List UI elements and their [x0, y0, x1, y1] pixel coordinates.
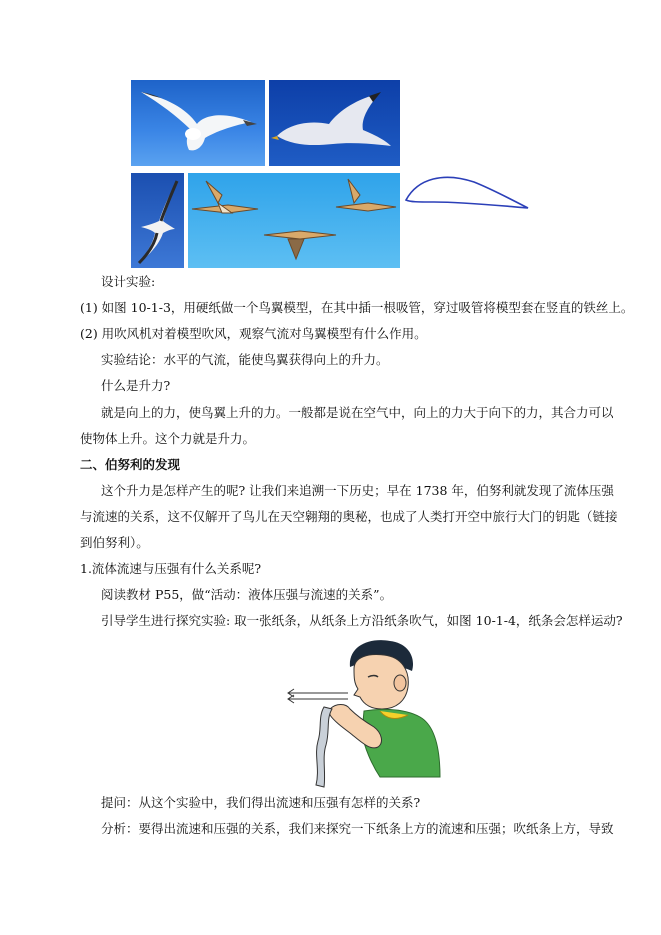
guide-experiment: 引导学生进行探究实验: 取一张纸条，从纸条上方沿纸条吹气，如图 10-1-4，纸条会怎样运动? [101, 613, 623, 628]
lift-definition-line-1: 就是向上的力，使鸟翼上升的力。一般都是说在空气中，向上的力大于向下的力，其合力可以 [101, 405, 614, 420]
history-line-3: 到伯努利）。 [80, 535, 149, 550]
analysis-line: 分析：要得出流速和压强的关系，我们来探究一下纸条上方的流速和压强；吹纸条上方，导致 [101, 821, 614, 836]
subheading-flow-pressure: 1.流体流速与压强有什么关系呢? [80, 561, 262, 576]
design-experiment-label: 设计实验: [101, 274, 156, 289]
section-heading-bernoulli: 二、伯努利的发现 [80, 457, 181, 472]
experiment-conclusion: 实验结论：水平的气流，能使鸟翼获得向上的升力。 [101, 352, 389, 367]
albatross-photo [131, 173, 184, 268]
crane-icon [188, 173, 400, 268]
question-lift: 什么是升力? [101, 378, 171, 393]
reading-assignment: 阅读教材 P55，做“活动：液体压强与流速的关系”。 [101, 587, 393, 602]
cranes-photo [188, 173, 400, 268]
albatross-icon [131, 173, 184, 268]
experiment-step-2: (2) 用吹风机对着模型吹风，观察气流对鸟翼模型有什么作用。 [80, 326, 427, 341]
gull-photo-2 [269, 80, 400, 166]
seagull-icon [269, 80, 400, 166]
history-line-2: 与流速的关系，这不仅解开了鸟儿在天空翱翔的奥秘，也成了人类打开空中旅行大门的钥匙（链接 [80, 509, 618, 524]
question-relation: 提问：从这个实验中，我们得出流速和压强有怎样的关系? [101, 795, 421, 810]
lift-definition-line-2: 使物体上升。这个力就是升力。 [80, 431, 256, 446]
history-line-1: 这个升力是怎样产生的呢? 让我们来追溯一下历史；早在 1738 年，伯努利就发现了流体压强 [101, 483, 614, 498]
wing-airfoil-icon [404, 170, 530, 216]
seagull-icon [131, 80, 265, 166]
experiment-step-1: (1) 如图 10-1-3，用硬纸做一个鸟翼模型，在其中插一根吸管，穿过吸管将模型套在竖直的铁丝上。 [80, 300, 634, 315]
boy-blowing-paper-icon [284, 637, 442, 792]
gull-photo-1 [131, 80, 265, 166]
